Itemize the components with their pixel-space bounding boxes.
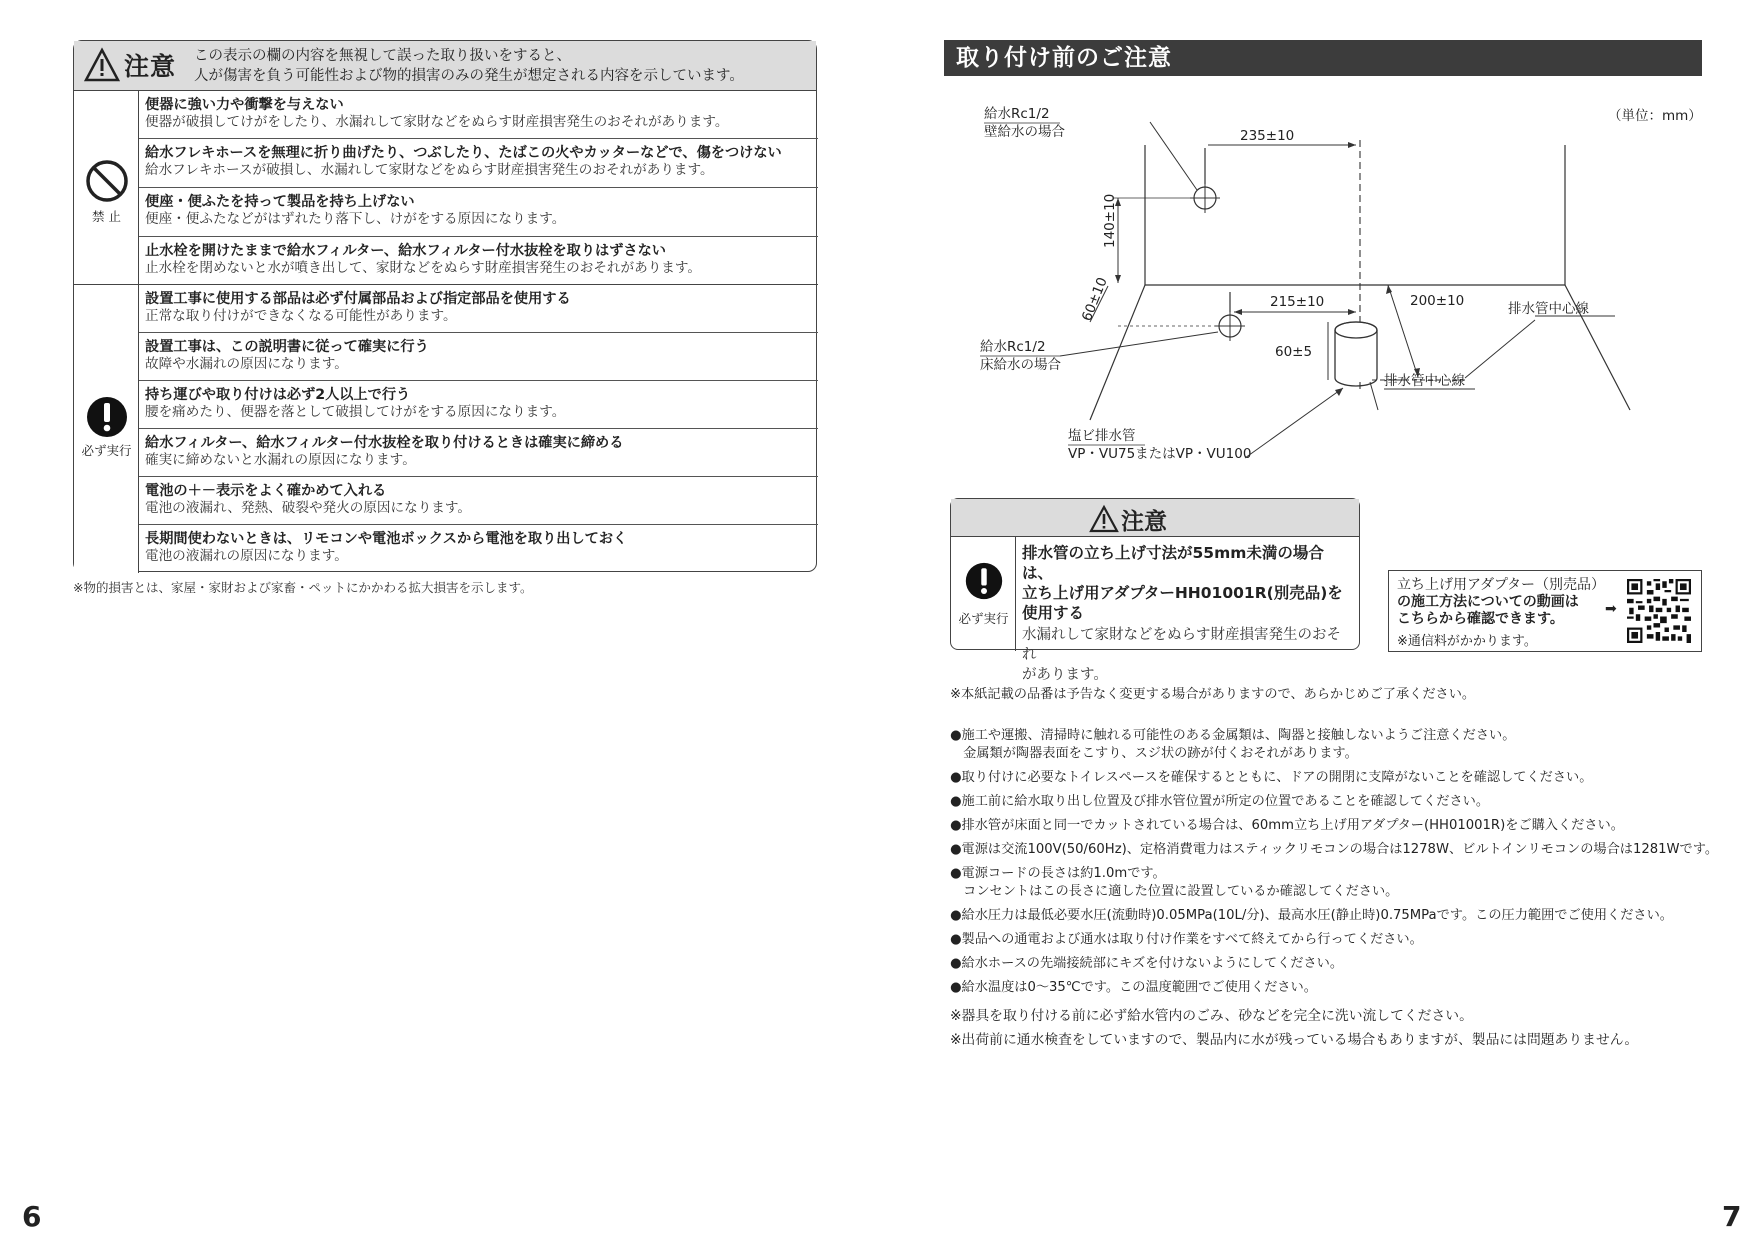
drain-center-bottom: 排水管中心線	[1384, 373, 1465, 389]
item-title: 便器に強い力や衝撃を与えない	[145, 97, 344, 113]
qr-line2: の施工方法についての動画は	[1397, 594, 1579, 610]
mandatory-cell	[74, 285, 139, 573]
list-item	[139, 91, 818, 139]
note-item: ※器具を取り付ける前に必ず給水管内のごみ、砂などを完全に洗い流してください。	[950, 1008, 1473, 1024]
caution2-body	[1022, 543, 1354, 685]
note-item: ●製品への通電および通水は取り付け作業をすべて終えてから行ってください。	[950, 932, 1423, 947]
drain-center-right: 排水管中心線	[1508, 301, 1589, 317]
prohibited-cell	[74, 91, 139, 285]
caution-description	[194, 46, 744, 86]
qr-video-box	[1388, 570, 1702, 652]
list-item	[139, 139, 818, 188]
item-text: 止水栓を閉めないと水が噴き出して、家財などをぬらす財産損害発生のおそれがあります。	[145, 260, 701, 276]
mandatory-label: 必ず実行	[81, 443, 132, 458]
item-title: 設置工事は、この説明書に従って確実に行う	[145, 339, 429, 355]
item-title: 設置工事に使用する部品は必ず付属部品および指定部品を使用する	[145, 291, 571, 307]
list-item	[139, 237, 818, 285]
note-item: ●給水ホースの先端接続部にキズを付けないようにしてください。	[950, 956, 1344, 971]
caution2-title-line1: 排水管の立ち上げ寸法が55mm未満の場合は、	[1022, 544, 1324, 582]
item-title: 長期間使わないときは、リモコンや電池ボックスから電池を取り出しておく	[145, 531, 628, 547]
wall-supply-label2: 壁給水の場合	[984, 124, 1065, 140]
mandatory-icon	[85, 395, 129, 439]
item-title: 持ち運びや取り付けは必ず2人以上で行う	[145, 387, 411, 403]
list-item	[139, 333, 818, 381]
note-item: ●取り付けに必要なトイレスペースを確保するとともに、ドアの開閉に支障がないことを確認してください。	[950, 770, 1593, 785]
item-text: 電池の液漏れの原因になります。	[145, 548, 348, 564]
note-item: ●給水温度は0～35℃です。この温度範囲でご使用ください。	[950, 980, 1317, 995]
caution-table	[73, 40, 817, 572]
page-number-right: 7	[1722, 1200, 1742, 1233]
qr-line1: 立ち上げ用アダプター（別売品）	[1397, 577, 1606, 593]
caution-desc-line1: この表示の欄の内容を無視して誤った取り扱いをすると、	[194, 48, 571, 64]
wall-supply-label1: 給水Rc1/2	[984, 106, 1050, 122]
caution2-title-line3: 使用する	[1022, 604, 1085, 622]
section-title: 取り付け前のご注意	[944, 40, 1702, 76]
unit-label: （単位：mm）	[1608, 108, 1702, 124]
caution-box-drain	[950, 498, 1360, 683]
item-text: 故障や水漏れの原因になります。	[145, 356, 348, 372]
item-text: 腰を痛めたり、便器を落として破損してけがをする原因になります。	[145, 404, 566, 420]
list-item	[139, 429, 818, 477]
item-title: 給水フィルター、給水フィルター付水抜栓を取り付けるときは確実に締める	[145, 435, 624, 451]
item-text: 便器が破損してけがをしたり、水漏れして家財などをぬらす財産損害発生のおそれがあります。	[145, 114, 729, 130]
dim-235: 235±10	[1240, 128, 1295, 144]
dim-215: 215±10	[1270, 294, 1325, 310]
floor-supply-label2: 床給水の場合	[980, 357, 1061, 373]
caution-header	[74, 41, 816, 91]
list-item	[139, 477, 818, 525]
item-text: 電池の液漏れ、発熱、破裂や発火の原因になります。	[145, 500, 471, 516]
qr-note: ※通信料がかかります。	[1397, 634, 1537, 649]
mandatory-cell	[951, 537, 1016, 651]
mandatory-icon	[964, 561, 1004, 601]
dim-140: 140±10	[1102, 193, 1118, 248]
note-item: ●排水管が床面と同一でカットされている場合は、60mm立ち上げ用アダプター(HH01001R)をご購入ください。	[950, 818, 1624, 833]
caution2-text-line2: があります。	[1022, 667, 1108, 683]
pvc-label2: VP・VU75またはVP・VU100	[1068, 446, 1252, 462]
list-item	[139, 525, 818, 573]
qr-description	[1397, 577, 1605, 628]
item-text: 便座・便ふたなどがはずれたり落下し、けがをする原因になります。	[145, 211, 566, 227]
caution-title: 注意	[124, 52, 177, 81]
dim-200: 200±10	[1410, 293, 1465, 309]
qr-line3: こちらから確認できます。	[1397, 611, 1564, 627]
caution2-header	[951, 499, 1359, 537]
list-item	[139, 285, 818, 333]
note-item: ●給水圧力は最低必要水圧(流動時)0.05MPa(10L/分)、最高水圧(静止時)0.75MPaです。この圧力範囲でご使用ください。	[950, 908, 1673, 923]
note-item: ※本紙記載の品番は予告なく変更する場合がありますので、あらかじめご了承ください。	[950, 687, 1476, 702]
list-item	[139, 188, 818, 237]
list-item	[139, 381, 818, 429]
prohibited-label: 禁 止	[92, 209, 121, 224]
warning-triangle-icon	[84, 48, 120, 82]
note-item: 金属類が陶器表面をこすり、スジ状の跡が付くおそれがあります。	[950, 746, 1358, 761]
warning-triangle-icon	[1089, 505, 1119, 533]
item-title: 止水栓を開けたままで給水フィルター、給水フィルター付水抜栓を取りはずさない	[145, 243, 666, 259]
caution-desc-line2: 人が傷害を負う可能性および物的損害のみの発生が想定される内容を示しています。	[194, 68, 744, 84]
dim-60-10: 60±10	[1078, 275, 1111, 324]
caution2-title-line2: 立ち上げ用アダプターHH01001R(別売品)を	[1022, 584, 1343, 602]
floor-supply-label1: 給水Rc1/2	[980, 339, 1046, 355]
item-title: 便座・便ふたを持って製品を持ち上げない	[145, 194, 415, 210]
notes-list	[950, 686, 1730, 1049]
page-number-left: 6	[22, 1200, 42, 1233]
caution2-title: 注意	[1121, 509, 1167, 535]
installation-diagram	[940, 100, 1710, 470]
arrow-right-icon: ➡	[1605, 601, 1617, 617]
note-item: ●電源コードの長さは約1.0mです。	[950, 866, 1166, 881]
note-item: ●施工前に給水取り出し位置及び排水管位置が所定の位置であることを確認してください。	[950, 794, 1490, 809]
mandatory-label: 必ず実行	[958, 611, 1009, 626]
item-title: 給水フレキホースを無理に折り曲げたり、つぶしたり、たばこの火やカッターなどで、傷をつけない	[145, 145, 782, 161]
pvc-label1: 塩ビ排水管	[1068, 428, 1136, 444]
item-title: 電池の＋－表示をよく確かめて入れる	[145, 483, 387, 499]
qr-code-icon[interactable]	[1627, 579, 1691, 643]
dim-60-5: 60±5	[1275, 344, 1313, 360]
caution2-text-line1: 水漏れして家財などをぬらす財産損害発生のおそれ	[1022, 627, 1341, 663]
note-item: コンセントはこの長さに適した位置に設置しているか確認してください。	[950, 884, 1399, 899]
item-text: 給水フレキホースが破損し、水漏れして家財などをぬらす財産損害発生のおそれがあります。	[145, 162, 714, 178]
footnote: ※物的損害とは、家屋・家財および家畜・ペットにかかわる拡大損害を示します。	[73, 580, 533, 595]
prohibited-icon	[85, 159, 129, 203]
note-item: ※出荷前に通水検査をしていますので、製品内に水が残っている場合もありますが、製品には問題ありません。	[950, 1032, 1639, 1048]
item-text: 正常な取り付けができなくなる可能性があります。	[145, 308, 457, 324]
note-item: ●電源は交流100V(50/60Hz)、定格消費電力はスティックリモコンの場合は1278W、ビルトインリモコンの場合は1281Wです。	[950, 842, 1719, 857]
item-text: 確実に締めないと水漏れの原因になります。	[145, 452, 416, 468]
note-item: ●施工や運搬、清掃時に触れる可能性のある金属類は、陶器と接触しないようご注意ください。	[950, 728, 1516, 743]
